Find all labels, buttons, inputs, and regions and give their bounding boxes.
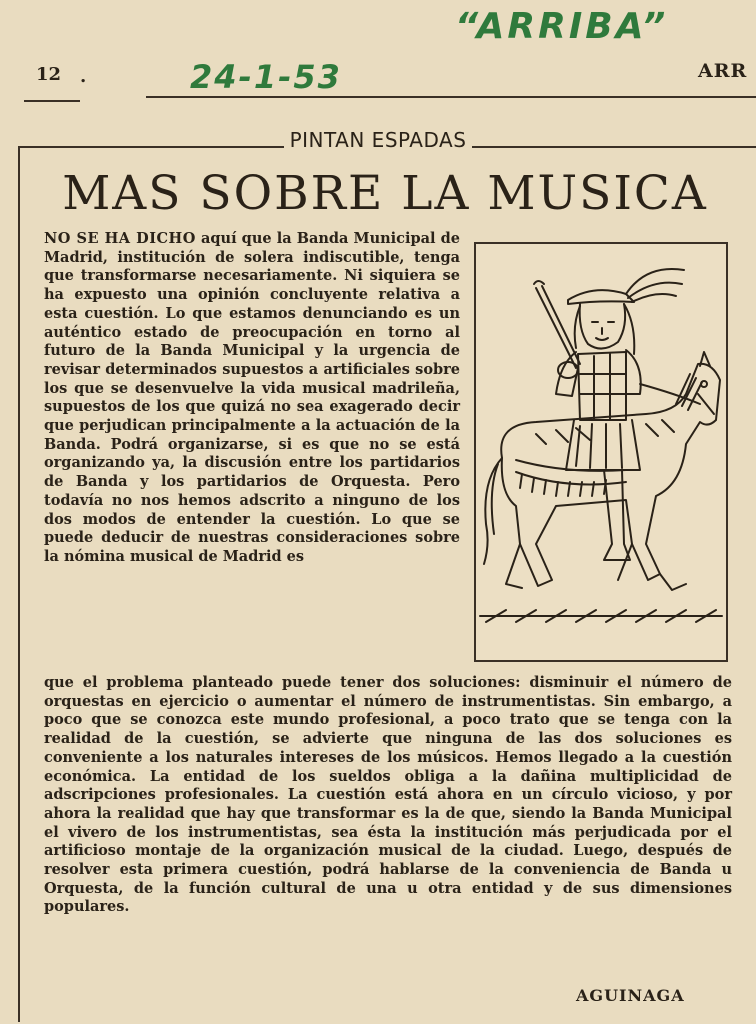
page-dot: .: [80, 66, 87, 87]
header-rule-right: [146, 96, 756, 98]
woodcut-illustration: [474, 242, 728, 662]
page-number: 12: [36, 64, 62, 85]
header-rule-left: [24, 100, 80, 102]
handwritten-paper-name: “ARRIBA”: [455, 6, 669, 47]
byline: AGUINAGA: [576, 986, 685, 1005]
masthead-fragment: ARR: [698, 60, 748, 82]
article-lede: NO SE HA DICHO: [44, 230, 196, 247]
headline: MAS SOBRE LA MUSICA: [62, 166, 708, 221]
article-body-lower: que el problema planteado puede tener dos soluciones: disminuir el número de orquestas en ejercicio o aumentar el número de instrumentistas. Sin embargo, a poco que se conozca este mundo profesional, a poco trato que se tenga con la realidad de la cuestión, se advierte que ninguna de las dos soluciones es conveniente a los naturales intereses de los músicos. Hemos llegado a la cuestión económica. La entidad de los sueldos obliga a la dañina multiplicidad de adscripciones profesionales. La cuestión está ahora en un círculo vicioso, y por ahora la realidad que hay que transformar es la de que, siendo la Banda Municipal el vivero de los instrumentistas, sea ésta la institución más perjudicada por el artificioso montaje de la organización musical de la ciudad. Luego, después de resolver esta primera cuestión, podrá hablarse de la conveniencia de Banda u Orquesta, de la función cultural de una u otra entidad y de sus dimensiones populares.: [44, 674, 732, 916]
section-label: [0, 128, 756, 152]
article-body-upper: [44, 230, 460, 567]
handwritten-date: 24-1-53: [190, 58, 342, 96]
article-body-upper-text: aquí que la Banda Municipal de Madrid, institución de solera indiscutible, tenga que transformarse necesariamente. Ni siquiera se ha expuesto una opinión concluyente relativa a esta cuestión. Lo que estamos denunciando es un auténtico estado de preocupación en torno al futuro de la Banda Municipal y la urgencia de revisar determinados supuestos a artificiales sobre los que se desenvuelve la vida musical madrileña, supuestos de los que quizá no sea exagerado decir que perjudican principalmente a la actuación de la Banda. Podrá organizarse, si es que no se está organizando ya, la discusión entre los partidarios de Banda y los partidarios de Orquesta. Pero todavía no nos hemos adscrito a ninguno de los dos modos de entender la cuestión. Lo que se puede deducir de nuestras consideraciones sobre la nómina musical de Madrid es: [44, 230, 461, 565]
woodcut-horseman-icon: [476, 244, 726, 660]
section-label-text: PINTAN ESPADAS: [284, 128, 473, 152]
